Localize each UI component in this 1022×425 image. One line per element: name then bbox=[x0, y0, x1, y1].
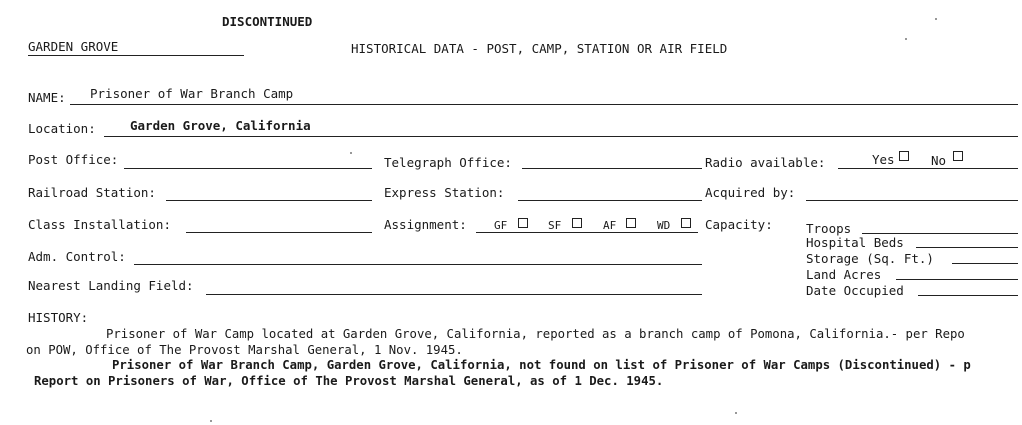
capacity-label: Capacity: bbox=[705, 217, 773, 232]
scan-speck bbox=[905, 38, 907, 40]
radio-no-checkbox bbox=[953, 151, 963, 161]
location-line bbox=[104, 136, 1018, 137]
assignment-wd-checkbox bbox=[681, 218, 691, 228]
history-line-4: Report on Prisoners of War, Office of The Provost Marshal General, as of 1 Dec. 1945. bbox=[34, 374, 664, 388]
radio-label: Radio available: bbox=[705, 155, 826, 170]
capacity-land-acres-label: Land Acres bbox=[806, 267, 882, 282]
assignment-af-label: AF bbox=[603, 219, 617, 232]
post-office-line bbox=[124, 168, 372, 169]
capacity-storage-line bbox=[952, 263, 1018, 264]
scan-speck bbox=[350, 152, 352, 154]
assignment-wd-label: WD bbox=[657, 219, 671, 232]
class-installation-label: Class Installation: bbox=[28, 217, 171, 232]
assignment-label: Assignment: bbox=[384, 217, 467, 232]
location-value: Garden Grove, California bbox=[130, 118, 311, 133]
location-tag-underline bbox=[28, 55, 244, 56]
capacity-troops-line bbox=[862, 233, 1018, 234]
landing-field-label: Nearest Landing Field: bbox=[28, 278, 194, 293]
capacity-troops-label: Troops bbox=[806, 221, 852, 236]
scan-speck bbox=[735, 412, 737, 414]
history-line-1: Prisoner of War Camp located at Garden Grove, California, reported as a branch camp of Pomona, California.- per Repo bbox=[106, 327, 965, 341]
assignment-sf-label: SF bbox=[548, 219, 562, 232]
name-value: Prisoner of War Branch Camp bbox=[90, 86, 294, 101]
assignment-sf-checkbox bbox=[572, 218, 582, 228]
assignment-gf-label: GF bbox=[494, 219, 508, 232]
name-line bbox=[70, 104, 1018, 105]
name-label: NAME: bbox=[28, 90, 66, 105]
assignment-af-checkbox bbox=[626, 218, 636, 228]
radio-yes-label: Yes bbox=[872, 152, 895, 167]
history-line-2: on POW, Office of The Provost Marshal General, 1 Nov. 1945. bbox=[26, 343, 463, 357]
location-tag: GARDEN GROVE bbox=[28, 39, 119, 54]
radio-line bbox=[838, 168, 1018, 169]
acquired-by-line bbox=[806, 200, 1018, 201]
capacity-date-occupied-line bbox=[918, 295, 1018, 296]
landing-field-line bbox=[206, 294, 702, 295]
scan-speck bbox=[210, 420, 212, 422]
radio-yes-checkbox bbox=[899, 151, 909, 161]
assignment-gf-checkbox bbox=[518, 218, 528, 228]
express-station-label: Express Station: bbox=[384, 185, 505, 200]
acquired-by-label: Acquired by: bbox=[705, 185, 796, 200]
railroad-station-line bbox=[166, 200, 372, 201]
capacity-hospital-beds-line bbox=[916, 247, 1018, 248]
history-line-3: Prisoner of War Branch Camp, Garden Grove, California, not found on list of Prisoner of War Camps (Discontinued) - p bbox=[112, 358, 971, 372]
capacity-land-acres-line bbox=[896, 279, 1018, 280]
location-label: Location: bbox=[28, 121, 96, 136]
capacity-date-occupied-label: Date Occupied bbox=[806, 283, 904, 298]
capacity-hospital-beds-label: Hospital Beds bbox=[806, 235, 904, 250]
radio-no-label: No bbox=[931, 153, 947, 168]
scan-speck bbox=[935, 18, 937, 20]
history-label: HISTORY: bbox=[28, 310, 89, 325]
post-office-label: Post Office: bbox=[28, 152, 119, 167]
telegraph-office-label: Telegraph Office: bbox=[384, 155, 512, 170]
telegraph-office-line bbox=[522, 168, 702, 169]
class-installation-line bbox=[186, 232, 372, 233]
adm-control-label: Adm. Control: bbox=[28, 249, 126, 264]
capacity-storage-label: Storage (Sq. Ft.) bbox=[806, 251, 934, 266]
form-title: HISTORICAL DATA - POST, CAMP, STATION OR AIR FIELD bbox=[351, 41, 728, 56]
discontinued-stamp: DISCONTINUED bbox=[222, 14, 313, 29]
express-station-line bbox=[518, 200, 702, 201]
railroad-station-label: Railroad Station: bbox=[28, 185, 156, 200]
adm-control-line bbox=[134, 264, 702, 265]
